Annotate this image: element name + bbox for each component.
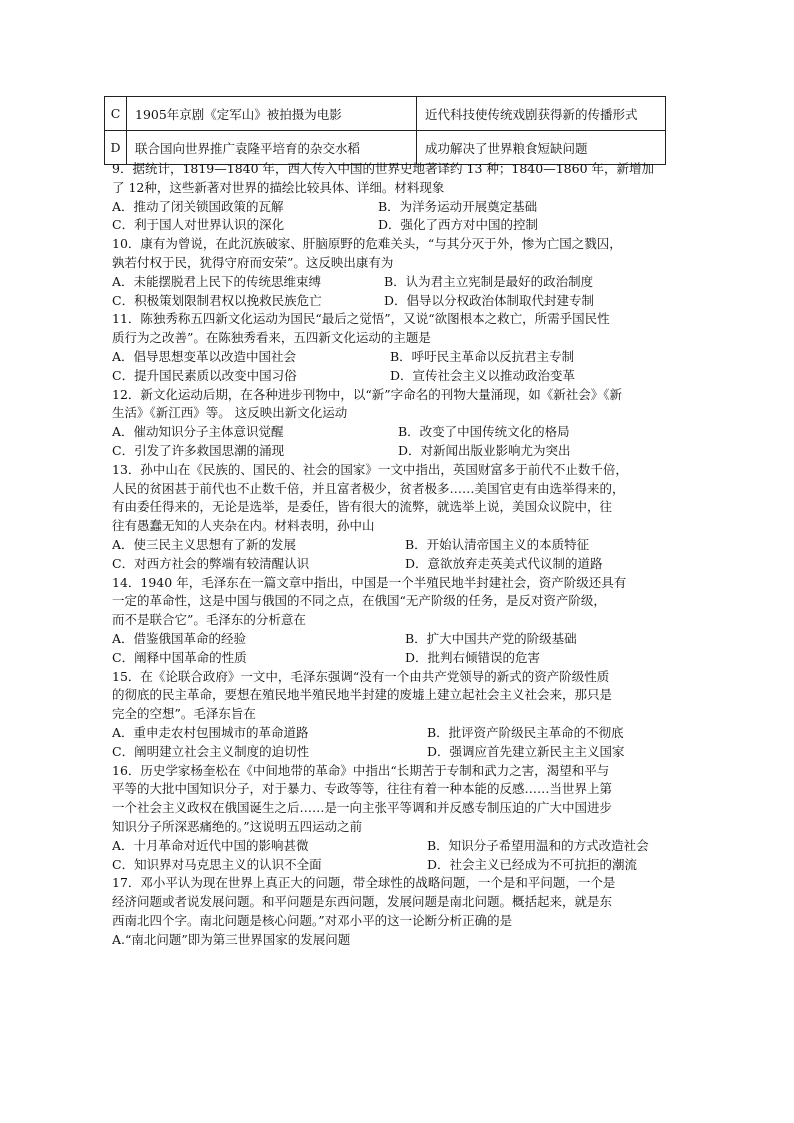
answer-option[interactable]: B．为洋务运动开展奠定基础 [378,198,538,214]
answer-option[interactable]: D．意欲放弃走英美式代议制的道路 [405,555,603,571]
question-stem-line: 一定的革命性，这是中国与俄国的不同之点，在俄国“无产阶级的任务，是反对资产阶级， [112,593,606,609]
question-stem-line: 平等的大批中国知识分子，对于暴力、专政等等，往往有着一种本能的反感……当世界上第 [112,781,613,797]
question-stem-line: 经济问题或者说发展问题。和平问题是东西问题，发展问题是南北问题。概括起来，就是东 [112,894,613,910]
question-stem-line: 质行为之改善”。在陈独秀看来，五四新文化运动的主题是 [112,330,431,346]
answer-option[interactable]: D．宣传社会主义以推动政治变革 [390,367,576,383]
answer-option[interactable]: A．未能摆脱君上民下的传统思维束缚 [112,273,322,289]
answer-option[interactable]: D．社会主义已经成为不可抗拒的潮流 [427,856,638,872]
row-letter: D [105,131,127,165]
answer-option[interactable]: D．强调应首先建立新民主主义国家 [427,743,625,759]
answer-option[interactable]: A．使三民主义思想有了新的发展 [112,537,297,552]
answer-option[interactable]: D．倡导以分权政治体制取代封建专制 [384,292,595,308]
answer-option[interactable]: A.“南北问题”即为第三世界国家的发展问题 [112,931,351,947]
question-stem-line: 13．孙中山在《民族的、国民的、社会的国家》一文中指出，英国财富多于前代不止数千倍， [112,461,628,477]
question-stem-line: 西南北四个字。南北问题是核心问题。”对邓小平的这一论断分析正确的是 [112,913,513,928]
answer-option[interactable]: C．利于国人对世界认识的深化 [112,217,285,233]
question-stem-line: 往有愚蠢无知的人夹杂在内。材料表明，孙中山 [112,518,375,534]
answer-option[interactable]: C．引发了许多救国思潮的涌现 [112,443,285,458]
row-interpretation: 近代科技使传统戏剧获得新的传播形式 [417,97,666,131]
answer-option[interactable]: D．对新闻出版业影响尤为突出 [398,443,571,458]
answer-option[interactable]: A．借鉴俄国革命的经验 [112,631,247,646]
question-stem-line: 的彻底的民主革命，要想在殖民地半殖民地半封建的废墟上建立起社会主义社会来，那只是 [112,687,613,703]
answer-option[interactable]: B．扩大中国共产党的阶级基础 [405,631,577,646]
row-event: 联合国向世界推广袁隆平培育的杂交水稻 [127,131,417,165]
answer-option[interactable]: B．改变了中国传统文化的格局 [398,424,570,440]
answer-option[interactable]: C．对西方社会的弊端有较清醒认识 [112,555,310,571]
answer-option[interactable]: C．阐明建立社会主义制度的迫切性 [112,743,310,759]
answer-option[interactable]: B．呼吁民主革命以反抗君主专制 [390,349,575,364]
question-stem-line: 一个社会主义政权在俄国诞生之后……是一向主张平等调和并反感专制压迫的广大中国进步 [112,800,613,816]
question-stem-line: 17．邓小平认为现在世界上真正大的问题，带全球性的战略问题，一个是和平问题，一个是 [112,875,616,891]
table-row [105,97,666,131]
question-stem-line: 12．新文化运动后期，在各种进步刊物中，以“新”字命名的刊物大量涌现，如《新社会》《新 [112,386,622,402]
row-letter: C [105,97,127,131]
answer-option[interactable]: A．推动了闭关锁国政策的瓦解 [112,198,284,214]
question-stem-line: 完全的空想”。毛泽东旨在 [112,706,256,722]
question-stem-line: 有由委任得来的，无论是选举，是委任，皆有很大的流弊，就选举上说，美国众议院中，往 [112,499,613,515]
question-stem-line: 14．1940 年，毛泽东在一篇文章中指出，中国是一个半殖民地半封建社会，资产阶级还具有 [112,574,627,590]
question-stem-line: 生活》《新江西》等。 这反映出新文化运动 [112,405,348,421]
answer-option[interactable]: A．催动知识分子主体意识觉醒 [112,424,284,440]
question-stem-line: 11．陈独秀称五四新文化运动为国民“最后之觉悟”，又说“欲图根本之救亡，所需乎国民性 [112,311,610,327]
answer-option[interactable]: C．阐释中国革命的性质 [112,649,247,665]
answer-option[interactable]: D．强化了西方对中国的控制 [378,217,539,233]
question-stem-line: 16．历史学家杨奎松在《中间地带的革命》中指出“长期苦于专制和武力之害，渴望和平与 [112,762,610,778]
answer-option[interactable]: D．批判右倾错误的危害 [405,649,541,665]
question-stem-line: 15．在《论联合政府》一文中，毛泽东强调“没有一个由共产党领导的新式的资产阶级性质 [112,668,610,684]
answer-option[interactable]: A．十月革命对近代中国的影响甚微 [112,837,309,853]
question-stem-line: 9．据统计，1819—1840 年，西人传入中国的世界史地著译约 13 种；1840—1860 年，新增加 [112,161,654,176]
answer-option[interactable]: B．知识分子希望用温和的方式改造社会 [427,837,649,853]
answer-option[interactable]: C．积极策划限制君权以挽救民族危亡 [112,292,322,308]
question-stem-line: 人民的贫困甚于前代也不止数千倍，并且富者极少，贫者极多……美国官吏有由选举得来的， [112,480,625,496]
answer-option[interactable]: A．重申走农村包围城市的革命道路 [112,725,309,740]
question-stem-line: 孰若付权于民，犹得守府而安荣”。这反映出康有为 [112,255,394,270]
answer-option[interactable]: A．倡导思想变革以改造中国社会 [112,349,297,364]
answer-option[interactable]: C．提升国民素质以改变中国习俗 [112,367,297,383]
question-stem-line: 10．康有为曾说，在此沉族破家、肝脑原野的危难关头，“与其分灭于外，惨为亡国之戮囚， [112,236,622,252]
answer-option[interactable]: B．批评资产阶级民主革命的不彻底 [427,725,624,740]
answer-option[interactable]: C．知识界对马克思主义的认识不全面 [112,856,322,872]
row-interpretation: 成功解决了世界粮食短缺问题 [417,131,666,165]
options-table [104,96,666,165]
answer-option[interactable]: B．开始认清帝国主义的本质特征 [405,537,590,552]
row-event: 1905年京剧《定军山》被拍摄为电影 [127,97,417,131]
answer-option[interactable]: B．认为君主立宪制是最好的政治制度 [384,273,594,289]
question-stem-line: 而不是联合它”。毛泽东的分析意在 [112,612,306,628]
question-stem-line: 了 12种，这些新著对世界的描绘比较具体、详细。材料现象 [112,179,445,195]
question-stem-line: 知识分子所深恶痛绝的。”这说明五四运动之前 [112,819,363,834]
